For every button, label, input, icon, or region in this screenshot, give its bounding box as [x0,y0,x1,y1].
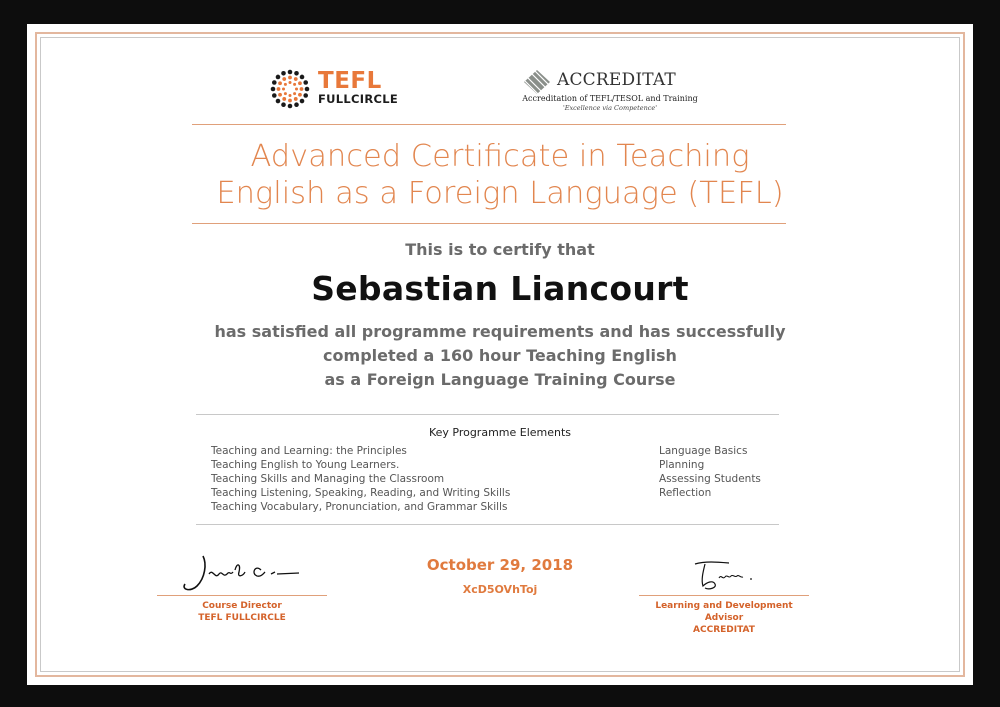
dotted-circle-icon [270,69,310,109]
list-item: Teaching Listening, Speaking, Reading, and Writing Skills [211,487,511,499]
accreditat-logo-sub: Accreditation of TEFL/TESOL and Training [522,94,698,103]
list-item: Teaching Skills and Managing the Classroom [211,473,445,485]
signatory-left-role: Course Director [202,601,282,611]
programme-top-rule [196,414,779,415]
title-bottom-rule [192,223,786,224]
statement-line-3: as a Foreign Language Training Course [324,370,676,389]
signature-line-right [639,595,809,596]
tefl-fullcircle-logo [270,69,420,109]
programme-list-right [659,444,761,500]
certificate-title [167,138,833,212]
statement-line-1: has satisfied all programme requirements and has successfully [214,322,786,341]
programme-bottom-rule [196,524,779,525]
certificate [27,24,973,685]
accreditat-logo-name: ACCREDITAT [557,70,676,90]
list-item: Assessing Students [659,473,761,485]
certificate-code: XcD5OVhToj [462,583,538,596]
certificate-date: October 29, 2018 [426,556,574,574]
statement-line-2: completed a 160 hour Teaching English [323,346,677,365]
list-item: Reflection [659,487,712,499]
tefl-logo-sub: FULLCIRCLE [318,92,399,106]
recipient-name: Sebastian Liancourt [311,269,689,308]
certify-text: This is to certify that [405,240,595,259]
tefl-logo-name: TEFL [318,68,382,94]
signatory-right-org: ACCREDITAT [693,625,755,635]
accreditat-logo [515,68,705,112]
signature-block-right [639,554,809,636]
programme-heading: Key Programme Elements [428,426,572,439]
list-item: Teaching and Learning: the Principles [211,445,407,457]
signatory-right-role: Learning and Development Advisor [655,601,793,623]
accreditat-logo-tagline: 'Excellence via Competence' [562,104,658,112]
completion-statement [27,320,973,392]
title-line-2: English as a Foreign Language (TEFL) [216,176,784,211]
list-item: Language Basics [659,445,748,457]
list-item: Planning [659,459,705,471]
signatory-left-org: TEFL FULLCIRCLE [198,613,286,623]
advisor-signature [689,554,789,595]
programme-list-left [211,444,510,514]
title-line-1: Advanced Certificate in Teaching [250,139,750,174]
list-item: Teaching Vocabulary, Pronunciation, and Grammar Skills [211,501,508,513]
title-top-rule [192,124,786,125]
list-item: Teaching English to Young Learners. [211,459,400,471]
